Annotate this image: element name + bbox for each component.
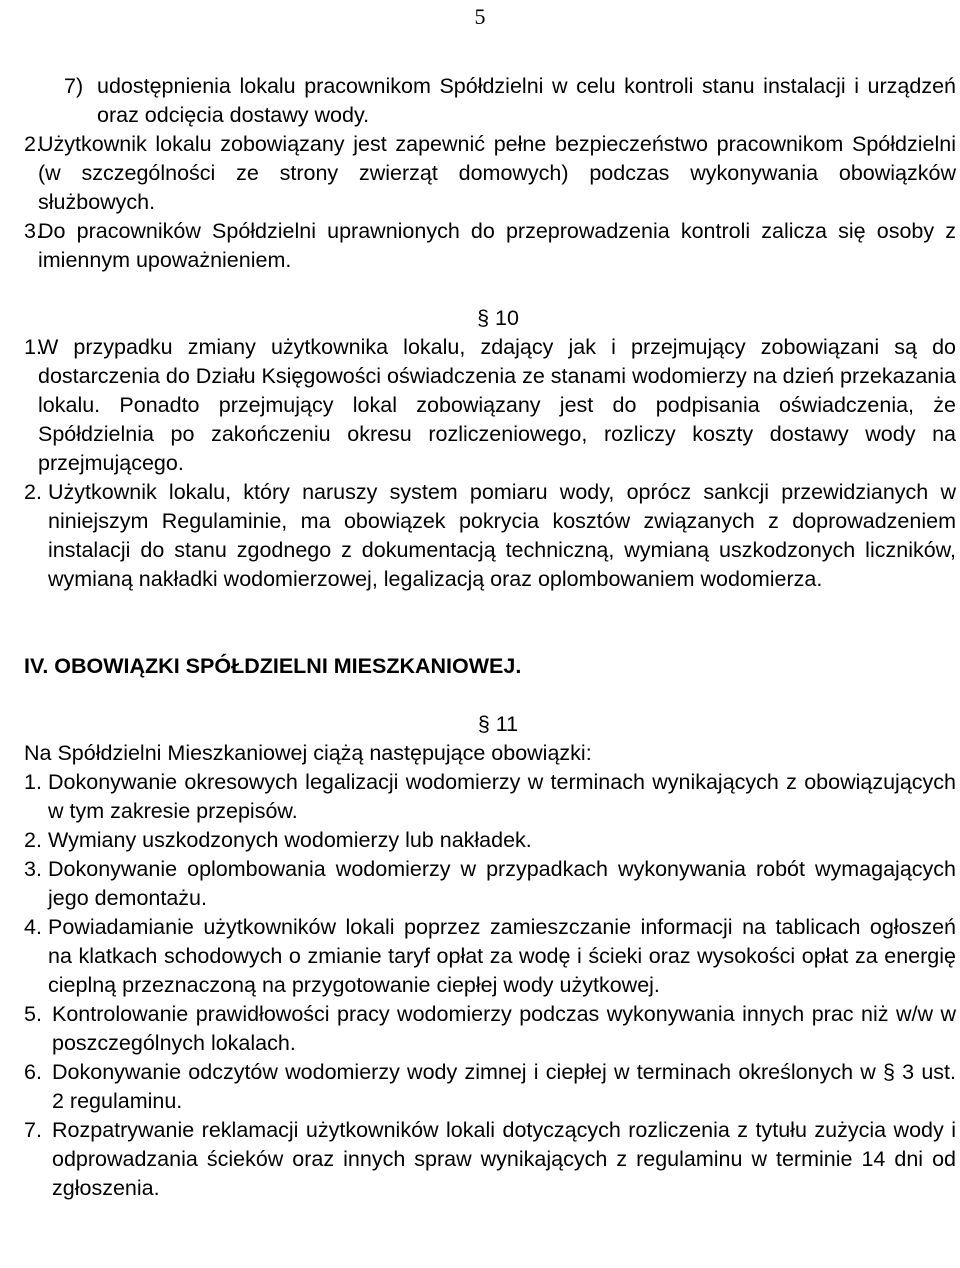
- paragraph-text: Do pracowników Spółdzielni uprawnionych do przeprowadzenia kontroli zalicza się osoby z imiennym upoważnieniem.: [38, 219, 956, 272]
- obligation-item: [24, 768, 956, 826]
- paragraph-text: Użytkownik lokalu zobowiązany jest zapewnić pełne bezpieczeństwo pracownikom Spółdzielni (w szczególności ze strony zwierząt domowych) podczas wykonywania obowiązków służbowych.: [38, 132, 956, 214]
- obligation-text: Dokonywanie okresowych legalizacji wodomierzy w terminach wynikających z obowiązujących w tym zakresie przepisów.: [48, 770, 956, 823]
- section-10-mark: § 10: [477, 306, 519, 330]
- section-10-paragraph-1: [24, 333, 956, 478]
- obligation-number: 1.: [24, 770, 42, 794]
- list-item-7: [64, 72, 956, 130]
- page-number: 5: [474, 4, 486, 29]
- section-10-paragraph-2: [24, 478, 956, 594]
- obligation-text: Kontrolowanie prawidłowości pracy wodomierzy podczas wykonywania innych prac niż w/w w poszczególnych lokalach.: [52, 1002, 956, 1055]
- obligation-item: [24, 1000, 956, 1058]
- obligation-item: [24, 913, 956, 1000]
- obligation-item: [24, 826, 956, 855]
- obligation-item: [24, 1116, 956, 1203]
- section-11-intro: Na Spółdzielni Mieszkaniowej ciążą następujące obowiązki:: [24, 741, 592, 765]
- obligation-item: [24, 1058, 956, 1116]
- paragraph-text: Użytkownik lokalu, który naruszy system pomiaru wody, oprócz sankcji przewidzianych w niniejszym Regulaminie, ma obowiązek pokrycia kosztów związanych z doprowadzeniem instalacji do stanu zgodnego z dokumentacją techniczną, wymianą uszkodzonych liczników, wymianą nakładki wodomierzowej, legalizacją oraz oplombowaniem wodomierza.: [48, 480, 956, 591]
- paragraph-2: [24, 130, 956, 217]
- obligation-number: 6.: [24, 1060, 42, 1084]
- obligation-text: Powiadamianie użytkowników lokali poprzez zamieszczanie informacji na tablicach ogłoszeń na klatkach schodowych o zmianie taryf opłat za wodę i ścieki oraz wysokości opłat za energię cieplną przeznaczoną na przygotowanie ciepłej wody użytkowej.: [48, 915, 956, 997]
- obligation-item: [24, 855, 956, 913]
- paragraph-number: 3.: [24, 219, 42, 243]
- obligation-text: Rozpatrywanie reklamacji użytkowników lokali dotyczących rozliczenia z tytułu zużycia wody i odprowadzania ścieków oraz innych spraw wynikających z regulaminu w terminie 14 dni od zgłoszenia.: [52, 1118, 956, 1200]
- obligation-number: 4.: [24, 915, 42, 939]
- obligation-number: 7.: [24, 1118, 42, 1142]
- obligation-number: 5.: [24, 1002, 42, 1026]
- obligation-text: Wymiany uszkodzonych wodomierzy lub nakładek.: [48, 828, 532, 852]
- chapter-heading: IV. OBOWIĄZKI SPÓŁDZIELNI MIESZKANIOWEJ.: [24, 654, 522, 678]
- paragraph-number: 1.: [24, 335, 42, 359]
- obligation-text: Dokonywanie oplombowania wodomierzy w przypadkach wykonywania robót wymagających jego demontażu.: [48, 857, 956, 910]
- list-item-text: udostępnienia lokalu pracownikom Spółdzielni w celu kontroli stanu instalacji i urządzeń oraz odcięcia dostawy wody.: [97, 74, 956, 127]
- list-item-number: 7): [64, 74, 84, 98]
- paragraph-text: W przypadku zmiany użytkownika lokalu, zdający jak i przejmujący zobowiązani są do dostarczenia do Działu Księgowości oświadczenia ze stanami wodomierzy na dzień przekazania lokalu. Ponadto przejmujący lokal zobowiązany jest do podpisania oświadczenia, że Spółdzielnia po zakończeniu okresu rozliczeniowego, rozliczy koszty dostawy wody na przejmującego.: [38, 335, 956, 475]
- paragraph-number: 2.: [24, 480, 42, 504]
- obligation-number: 3.: [24, 857, 42, 881]
- paragraph-3: [24, 217, 956, 275]
- section-11-mark: § 11: [477, 712, 519, 736]
- obligation-number: 2.: [24, 828, 42, 852]
- paragraph-number: 2.: [24, 132, 42, 156]
- obligation-text: Dokonywanie odczytów wodomierzy wody zimnej i ciepłej w terminach określonych w § 3 ust. 2 regulaminu.: [52, 1060, 956, 1113]
- document-body: [24, 72, 956, 1203]
